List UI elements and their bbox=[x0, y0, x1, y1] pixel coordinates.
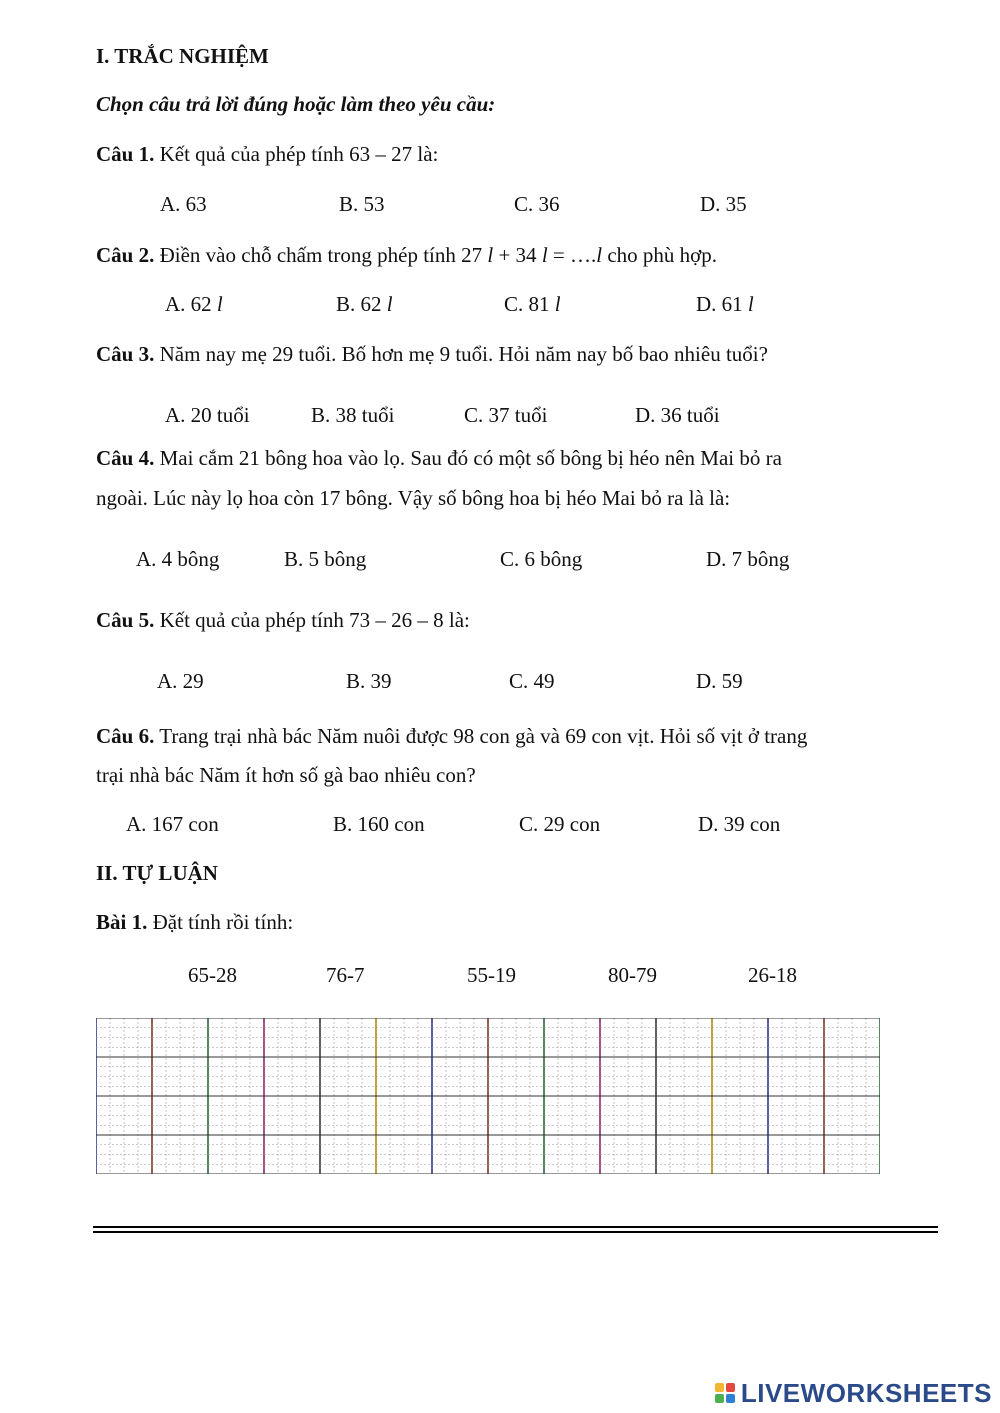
expression-5: 26-18 bbox=[748, 963, 797, 987]
question-5-option-b[interactable]: B. 39 bbox=[346, 669, 392, 693]
logo-square-1 bbox=[715, 1383, 724, 1392]
question-4-label: Câu 4. bbox=[96, 446, 155, 470]
question-2-option-c[interactable] bbox=[504, 292, 561, 317]
question-4 bbox=[96, 446, 782, 471]
question-1-option-b[interactable]: B. 53 bbox=[339, 192, 385, 216]
question-5 bbox=[96, 608, 470, 633]
question-6-option-b[interactable]: B. 160 con bbox=[333, 812, 425, 836]
expression-1: 65-28 bbox=[188, 963, 237, 987]
question-2-label: Câu 2. bbox=[96, 243, 155, 267]
logo-square-4 bbox=[726, 1394, 735, 1403]
question-2-text-part-2: + 34 bbox=[493, 243, 542, 267]
question-5-option-a[interactable]: A. 29 bbox=[157, 669, 204, 693]
question-2-unit-2: l bbox=[541, 243, 548, 267]
question-6-option-c[interactable]: C. 29 con bbox=[519, 812, 601, 836]
question-3-option-c[interactable]: C. 37 tuổi bbox=[464, 403, 548, 427]
question-4-text-line-2: ngoài. Lúc này lọ hoa còn 17 bông. Vậy số bông hoa bị héo Mai bỏ ra là là: bbox=[96, 486, 731, 510]
question-3 bbox=[96, 342, 768, 367]
question-2-option-b-label: B. 62 bbox=[336, 292, 387, 316]
question-1-text: Kết quả của phép tính 63 – 27 là: bbox=[154, 142, 439, 166]
question-2-option-a-unit: l bbox=[216, 292, 223, 316]
question-2-unit-3: l bbox=[596, 243, 603, 267]
question-6-option-d[interactable]: D. 39 con bbox=[698, 812, 781, 836]
question-2-text-part-1: Điền vào chỗ chấm trong phép tính 27 bbox=[154, 243, 488, 267]
question-2-option-b-unit: l bbox=[386, 292, 393, 316]
question-4-option-a[interactable]: A. 4 bông bbox=[136, 547, 220, 571]
question-6 bbox=[96, 724, 807, 749]
expression-2: 76-7 bbox=[326, 963, 365, 987]
question-2-option-c-label: C. 81 bbox=[504, 292, 555, 316]
question-3-label: Câu 3. bbox=[96, 342, 155, 366]
question-2-option-a[interactable] bbox=[165, 292, 223, 317]
question-2-option-a-label: A. 62 bbox=[165, 292, 217, 316]
logo-square-3 bbox=[715, 1394, 724, 1403]
question-4-text: Mai cắm 21 bông hoa vào lọ. Sau đó có một số bông bị héo nên Mai bỏ ra bbox=[154, 446, 782, 470]
bottom-rule-bottom bbox=[93, 1231, 938, 1233]
question-3-option-d[interactable]: D. 36 tuổi bbox=[635, 403, 720, 427]
question-6-option-a[interactable]: A. 167 con bbox=[126, 812, 219, 836]
question-3-text: Năm nay mẹ 29 tuổi. Bố hơn mẹ 9 tuổi. Hỏi năm nay bố bao nhiêu tuổi? bbox=[154, 342, 768, 366]
question-3-option-a[interactable]: A. 20 tuổi bbox=[165, 403, 250, 427]
question-5-text: Kết quả của phép tính 73 – 26 – 8 là: bbox=[154, 608, 470, 632]
answer-grid[interactable] bbox=[96, 1018, 880, 1174]
question-5-option-d[interactable]: D. 59 bbox=[696, 669, 743, 693]
question-2-option-b[interactable] bbox=[336, 292, 393, 317]
question-1-option-d[interactable]: D. 35 bbox=[700, 192, 747, 216]
logo-square-2 bbox=[726, 1383, 735, 1392]
expression-3: 55-19 bbox=[467, 963, 516, 987]
question-5-option-c[interactable]: C. 49 bbox=[509, 669, 555, 693]
question-1-option-a[interactable]: A. 63 bbox=[160, 192, 207, 216]
logo-text: LIVEWORKSHEETS bbox=[740, 1377, 992, 1408]
logo-mark-icon bbox=[715, 1383, 735, 1403]
part2-heading: II. TỰ LUẬN bbox=[96, 861, 218, 885]
question-2-text-part-4: cho phù hợp. bbox=[602, 243, 718, 267]
question-2-option-d[interactable] bbox=[696, 292, 754, 317]
question-6-text: Trang trại nhà bác Năm nuôi được 98 con gà và 69 con vịt. Hỏi số vịt ở trang bbox=[154, 724, 808, 748]
expression-4: 80-79 bbox=[608, 963, 657, 987]
question-6-label: Câu 6. bbox=[96, 724, 155, 748]
question-2-option-c-unit: l bbox=[554, 292, 561, 316]
question-3-option-b[interactable]: B. 38 tuổi bbox=[311, 403, 395, 427]
question-4-option-d[interactable]: D. 7 bông bbox=[706, 547, 790, 571]
question-2-option-d-label: D. 61 bbox=[696, 292, 748, 316]
part1-instruction: Chọn câu trả lời đúng hoặc làm theo yêu cầu: bbox=[96, 92, 496, 116]
question-2-option-d-unit: l bbox=[747, 292, 754, 316]
question-2-text-part-3: = …. bbox=[547, 243, 597, 267]
exercise-1-label: Bài 1. bbox=[96, 910, 148, 934]
part1-heading: I. TRẮC NGHIỆM bbox=[96, 44, 269, 68]
bottom-rule-top bbox=[93, 1226, 938, 1228]
question-2-unit-1: l bbox=[487, 243, 494, 267]
question-6-text-line-2: trại nhà bác Năm ít hơn số gà bao nhiêu con? bbox=[96, 763, 476, 787]
exercise-1 bbox=[96, 910, 293, 935]
question-1-label: Câu 1. bbox=[96, 142, 155, 166]
question-2 bbox=[96, 243, 717, 268]
question-1 bbox=[96, 142, 438, 167]
question-4-option-c[interactable]: C. 6 bông bbox=[500, 547, 583, 571]
liveworksheets-logo bbox=[715, 1376, 992, 1410]
question-1-option-c[interactable]: C. 36 bbox=[514, 192, 560, 216]
exercise-1-text: Đặt tính rồi tính: bbox=[147, 910, 294, 934]
question-5-label: Câu 5. bbox=[96, 608, 155, 632]
question-4-option-b[interactable]: B. 5 bông bbox=[284, 547, 367, 571]
